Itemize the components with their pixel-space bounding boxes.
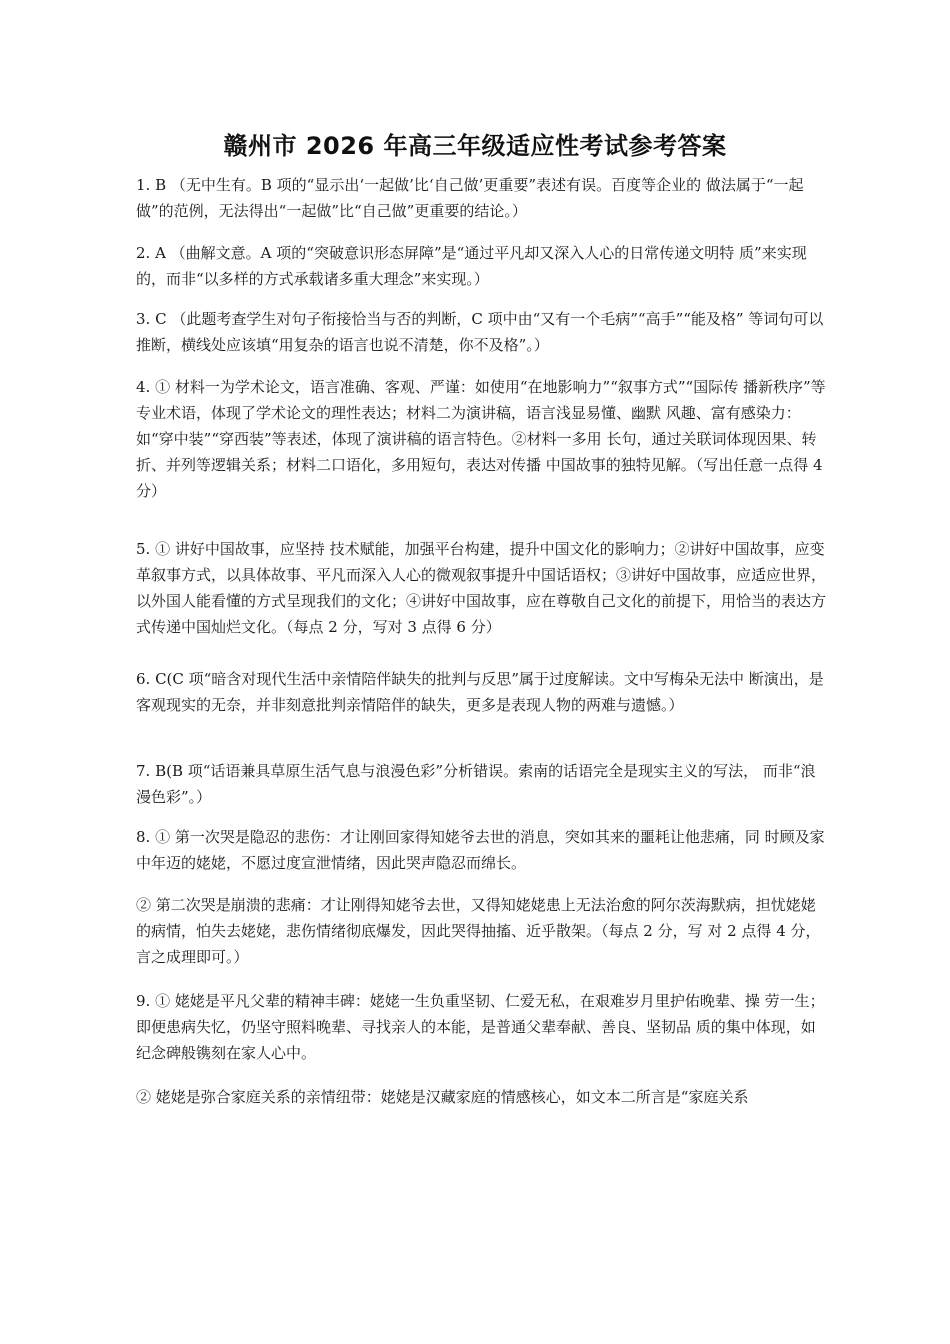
answer-9-part-1: 9. ① 姥姥是平凡父辈的精神丰碑：姥姥一生负重坚韧、仁爱无私，在艰难岁月里护佑晚辈、操 劳一生；即便患病失忆，仍坚守照料晚辈、寻找亲人的本能，是普通父辈奉献、善良、坚韧品 质的集中体现，如纪念碑般镌刻在家人心中。 bbox=[136, 992, 825, 1062]
answer-8-part-2: ② 第二次哭是崩溃的悲痛：才让刚得知姥爷去世，又得知姥姥患上无法治愈的阿尔茨海默病，担忧姥姥的病情，怕失去姥姥，悲伤情绪彻底爆发，因此哭得抽搐、近乎散架。（每点 2 分，写 对 2 点得 4 分，言之成理即可。） bbox=[136, 896, 821, 966]
answer-1: 1. B （无中生有。B 项的“显示出‘一起做’比‘自己做’更重要”表述有误。百度等企业的 做法属于“一起做”的范例，无法得出“一起做”比“自己做”更重要的结论。） bbox=[136, 176, 804, 220]
answer-8-part-1: 8. ① 第一次哭是隐忍的悲伤：才让刚回家得知姥爷去世的消息，突如其来的噩耗让他悲痛，同 时顾及家中年迈的姥姥，不愿过度宣泄情绪，因此哭声隐忍而绵长。 bbox=[136, 828, 825, 872]
answer-5: 5. ① 讲好中国故事，应坚持 技术赋能，加强平台构建，提升中国文化的影响力；②讲好中国故事，应变革叙事方式，以具体故事、平凡而深入人心的微观叙事提升中国话语权；③讲好中国故事，应适应世界，以外国人能看懂的方式呈现我们的文化；④讲好中国故事，应在尊敬自己文化的前提下，用恰当的表达方式传递中国灿烂文化。（每点 2 分，写对 3 点得 6 分） bbox=[136, 540, 827, 636]
answer-3: 3. C （此题考查学生对句子衔接恰当与否的判断，C 项中由“又有一个毛病”“高手”“能及格” 等词句可以推断，横线处应该填“用复杂的语言也说不清楚，你不及格”。） bbox=[136, 310, 824, 354]
document-title: 赣州市 2026 年高三年级适应性考试参考答案 bbox=[223, 132, 727, 160]
answer-4: 4. ① 材料一为学术论文，语言准确、客观、严谨：如使用“在地影响力”“叙事方式”“国际传 播新秩序”等专业术语，体现了学术论文的理性表达；材料二为演讲稿，语言浅显易懂、幽默 风趣、富有感染力：如“穿中装”“穿西装”等表述，体现了演讲稿的语言特色。②材料一多用 长句，通过关联词体现因果、转折、并列等逻辑关系；材料二口语化，多用短句，表达对传播 中国故事的独特见解。（写出任意一点得 4 分） bbox=[136, 378, 826, 500]
answer-6: 6. C(C 项“暗含对现代生活中亲情陪伴缺失的批判与反思”属于过度解读。文中写梅朵无法中 断演出，是客观现实的无奈，并非刻意批判亲情陪伴的缺失，更多是表现人物的两难与遗憾。） bbox=[136, 670, 824, 714]
answer-7: 7. B(B 项“话语兼具草原生活气息与浪漫色彩”分析错误。索南的话语完全是现实主义的写法， 而非“浪漫色彩”。） bbox=[136, 762, 816, 806]
answer-2: 2. A （曲解文意。A 项的“突破意识形态屏障”是“通过平凡却又深入人心的日常传递文明特 质”来实现的，而非“以多样的方式承载诸多重大理念”来实现。） bbox=[136, 244, 807, 288]
answer-9-part-2: ② 姥姥是弥合家庭关系的亲情纽带：姥姥是汉藏家庭的情感核心，如文本二所言是“家庭关系 bbox=[136, 1088, 749, 1106]
